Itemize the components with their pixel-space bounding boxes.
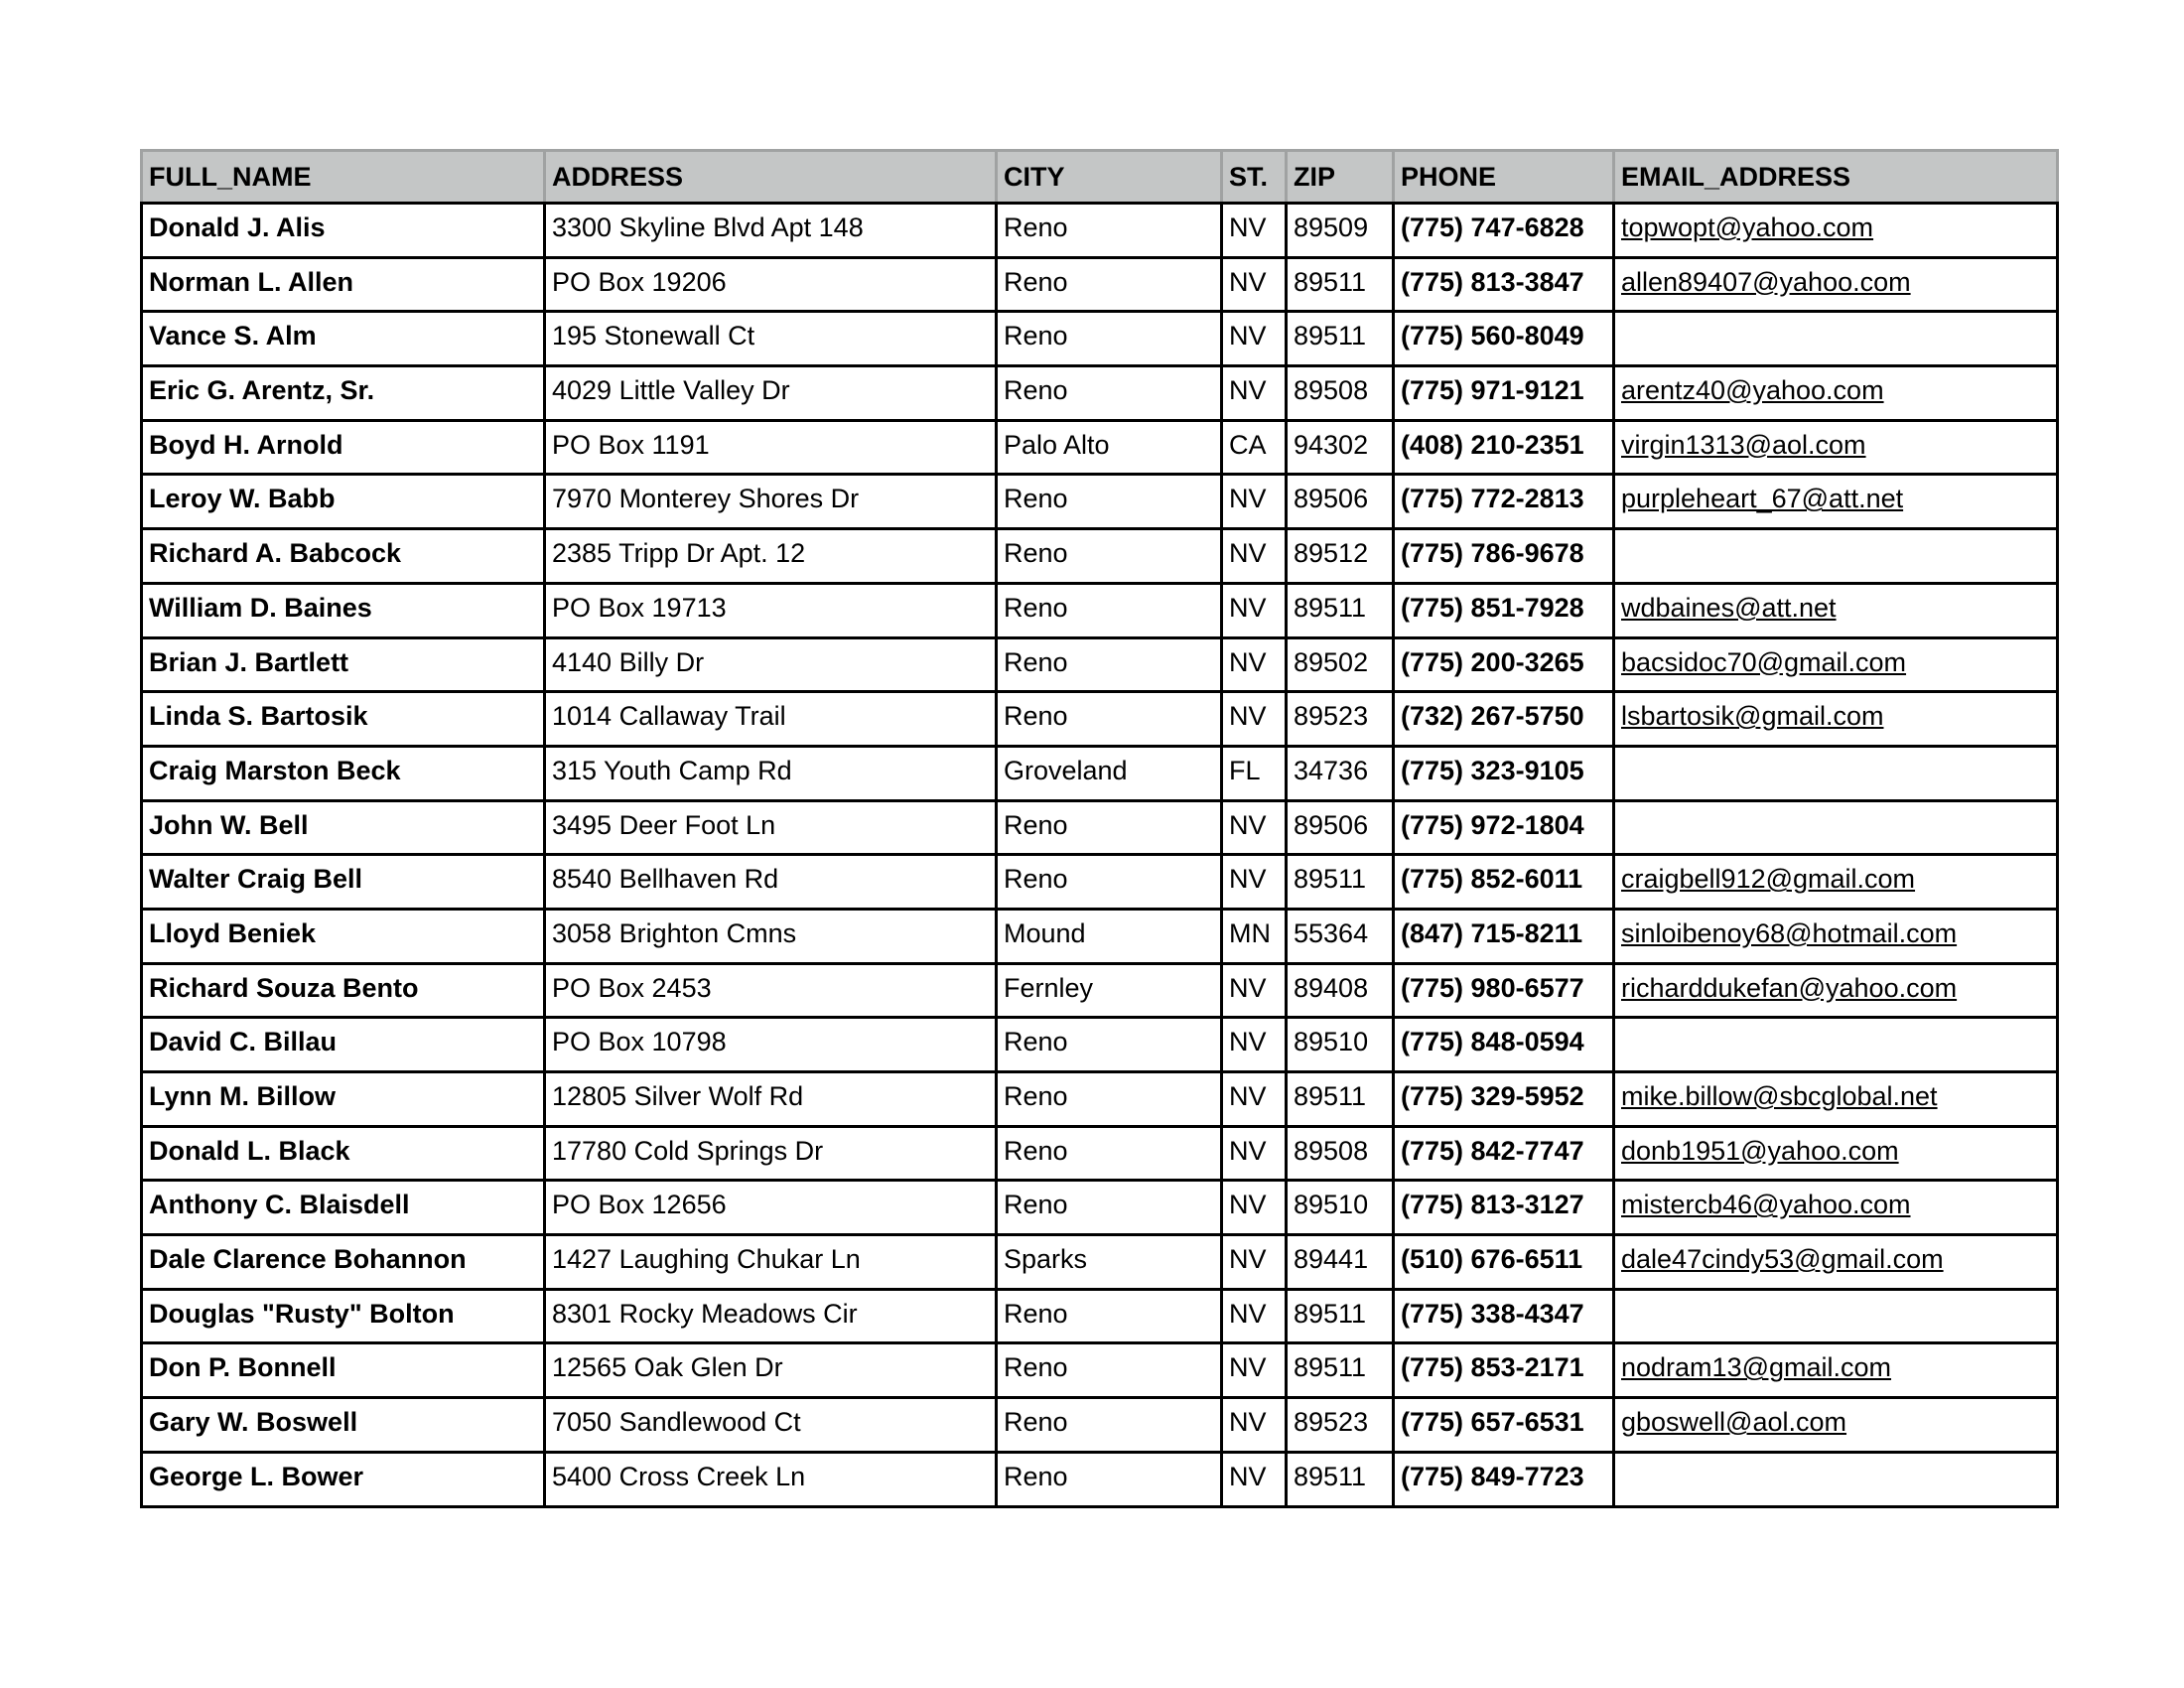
cell-city: Reno xyxy=(997,1452,1222,1506)
cell-address: 12565 Oak Glen Dr xyxy=(545,1343,997,1398)
table-row xyxy=(142,963,2058,1018)
cell-address: 3058 Brighton Cmns xyxy=(545,909,997,963)
cell-email xyxy=(1614,1343,2058,1398)
cell-city: Reno xyxy=(997,800,1222,855)
cell-state: NV xyxy=(1222,1018,1287,1072)
cell-address: 195 Stonewall Ct xyxy=(545,312,997,366)
cell-phone: (775) 560-8049 xyxy=(1394,312,1614,366)
cell-city: Palo Alto xyxy=(997,420,1222,475)
cell-zip: 89511 xyxy=(1287,257,1394,312)
email-link[interactable]: mistercb46@yahoo.com xyxy=(1621,1190,1911,1220)
table-row xyxy=(142,1181,2058,1235)
cell-city: Reno xyxy=(997,1398,1222,1453)
table-row xyxy=(142,312,2058,366)
table-row xyxy=(142,529,2058,584)
cell-email xyxy=(1614,692,2058,747)
cell-email xyxy=(1614,800,2058,855)
email-link[interactable]: bacsidoc70@gmail.com xyxy=(1621,646,1907,677)
cell-state: NV xyxy=(1222,1452,1287,1506)
cell-phone: (775) 842-7747 xyxy=(1394,1126,1614,1181)
cell-email xyxy=(1614,312,2058,366)
cell-zip: 89508 xyxy=(1287,366,1394,421)
cell-address: 5400 Cross Creek Ln xyxy=(545,1452,997,1506)
cell-address: 17780 Cold Springs Dr xyxy=(545,1126,997,1181)
cell-state: NV xyxy=(1222,257,1287,312)
cell-state: NV xyxy=(1222,1343,1287,1398)
cell-email xyxy=(1614,1072,2058,1127)
header-full-name: FULL_NAME xyxy=(142,151,545,204)
cell-email xyxy=(1614,1181,2058,1235)
cell-state: NV xyxy=(1222,1235,1287,1290)
cell-full-name: Gary W. Boswell xyxy=(142,1398,545,1453)
cell-city: Reno xyxy=(997,1072,1222,1127)
cell-address: 315 Youth Camp Rd xyxy=(545,746,997,800)
cell-email xyxy=(1614,475,2058,529)
cell-email xyxy=(1614,204,2058,258)
cell-phone: (775) 338-4347 xyxy=(1394,1289,1614,1343)
cell-full-name: Lynn M. Billow xyxy=(142,1072,545,1127)
cell-city: Reno xyxy=(997,855,1222,910)
cell-zip: 89523 xyxy=(1287,692,1394,747)
email-link[interactable]: craigbell912@gmail.com xyxy=(1621,864,1916,895)
cell-full-name: Donald J. Alis xyxy=(142,204,545,258)
table-row xyxy=(142,366,2058,421)
cell-full-name: Vance S. Alm xyxy=(142,312,545,366)
cell-email xyxy=(1614,1018,2058,1072)
cell-email xyxy=(1614,746,2058,800)
cell-state: NV xyxy=(1222,1398,1287,1453)
table-row xyxy=(142,909,2058,963)
cell-zip: 89506 xyxy=(1287,475,1394,529)
email-link[interactable]: wdbaines@att.net xyxy=(1621,592,1837,623)
table-row xyxy=(142,583,2058,637)
email-link[interactable]: topwopt@yahoo.com xyxy=(1621,212,1874,242)
cell-phone: (775) 813-3847 xyxy=(1394,257,1614,312)
cell-phone: (775) 853-2171 xyxy=(1394,1343,1614,1398)
cell-full-name: Linda S. Bartosik xyxy=(142,692,545,747)
cell-full-name: Boyd H. Arnold xyxy=(142,420,545,475)
cell-state: MN xyxy=(1222,909,1287,963)
table-row xyxy=(142,800,2058,855)
cell-full-name: Lloyd Beniek xyxy=(142,909,545,963)
table-row xyxy=(142,1072,2058,1127)
cell-state: NV xyxy=(1222,312,1287,366)
cell-address: PO Box 10798 xyxy=(545,1018,997,1072)
table-row xyxy=(142,637,2058,692)
cell-address: PO Box 2453 xyxy=(545,963,997,1018)
cell-city: Reno xyxy=(997,692,1222,747)
cell-address: 4029 Little Valley Dr xyxy=(545,366,997,421)
email-link[interactable]: dale47cindy53@gmail.com xyxy=(1621,1244,1944,1275)
cell-state: CA xyxy=(1222,420,1287,475)
cell-phone: (775) 972-1804 xyxy=(1394,800,1614,855)
cell-state: NV xyxy=(1222,637,1287,692)
cell-full-name: John W. Bell xyxy=(142,800,545,855)
cell-email xyxy=(1614,1398,2058,1453)
cell-full-name: Richard Souza Bento xyxy=(142,963,545,1018)
cell-email xyxy=(1614,1126,2058,1181)
cell-city: Reno xyxy=(997,204,1222,258)
cell-state: NV xyxy=(1222,583,1287,637)
cell-city: Reno xyxy=(997,312,1222,366)
cell-email xyxy=(1614,420,2058,475)
email-link[interactable]: lsbartosik@gmail.com xyxy=(1621,701,1884,732)
email-link[interactable]: virgin1313@aol.com xyxy=(1621,429,1866,460)
cell-address: 7970 Monterey Shores Dr xyxy=(545,475,997,529)
email-link[interactable]: nodram13@gmail.com xyxy=(1621,1352,1892,1383)
cell-email xyxy=(1614,583,2058,637)
cell-zip: 94302 xyxy=(1287,420,1394,475)
table-row xyxy=(142,855,2058,910)
cell-full-name: Dale Clarence Bohannon xyxy=(142,1235,545,1290)
cell-city: Reno xyxy=(997,637,1222,692)
cell-city: Reno xyxy=(997,257,1222,312)
table-row xyxy=(142,746,2058,800)
cell-zip: 89511 xyxy=(1287,312,1394,366)
table-row xyxy=(142,257,2058,312)
table-row xyxy=(142,1126,2058,1181)
cell-zip: 89511 xyxy=(1287,855,1394,910)
cell-full-name: Leroy W. Babb xyxy=(142,475,545,529)
cell-phone: (775) 852-6011 xyxy=(1394,855,1614,910)
cell-state: NV xyxy=(1222,855,1287,910)
cell-full-name: Eric G. Arentz, Sr. xyxy=(142,366,545,421)
table-header-row xyxy=(142,151,2058,204)
table-body xyxy=(142,204,2058,1507)
cell-full-name: Donald L. Black xyxy=(142,1126,545,1181)
cell-zip: 89441 xyxy=(1287,1235,1394,1290)
cell-city: Reno xyxy=(997,366,1222,421)
cell-zip: 89511 xyxy=(1287,583,1394,637)
cell-address: 4140 Billy Dr xyxy=(545,637,997,692)
cell-city: Mound xyxy=(997,909,1222,963)
cell-zip: 89408 xyxy=(1287,963,1394,1018)
cell-phone: (732) 267-5750 xyxy=(1394,692,1614,747)
cell-address: PO Box 19713 xyxy=(545,583,997,637)
cell-city: Reno xyxy=(997,1126,1222,1181)
cell-zip: 34736 xyxy=(1287,746,1394,800)
cell-city: Reno xyxy=(997,1289,1222,1343)
cell-city: Sparks xyxy=(997,1235,1222,1290)
cell-zip: 89511 xyxy=(1287,1343,1394,1398)
cell-address: 1427 Laughing Chukar Ln xyxy=(545,1235,997,1290)
header-address: ADDRESS xyxy=(545,151,997,204)
table-row xyxy=(142,1289,2058,1343)
cell-zip: 89511 xyxy=(1287,1072,1394,1127)
cell-city: Reno xyxy=(997,475,1222,529)
cell-state: NV xyxy=(1222,204,1287,258)
header-city: CITY xyxy=(997,151,1222,204)
cell-phone: (408) 210-2351 xyxy=(1394,420,1614,475)
cell-address: 3495 Deer Foot Ln xyxy=(545,800,997,855)
table-row xyxy=(142,1452,2058,1506)
cell-state: NV xyxy=(1222,963,1287,1018)
header-email: EMAIL_ADDRESS xyxy=(1614,151,2058,204)
cell-full-name: Brian J. Bartlett xyxy=(142,637,545,692)
cell-full-name: Don P. Bonnell xyxy=(142,1343,545,1398)
cell-state: NV xyxy=(1222,1072,1287,1127)
table-row xyxy=(142,1398,2058,1453)
header-phone: PHONE xyxy=(1394,151,1614,204)
cell-phone: (775) 323-9105 xyxy=(1394,746,1614,800)
email-link[interactable]: purpleheart_67@att.net xyxy=(1621,484,1904,514)
cell-email xyxy=(1614,366,2058,421)
cell-full-name: Anthony C. Blaisdell xyxy=(142,1181,545,1235)
table-row xyxy=(142,475,2058,529)
cell-full-name: Douglas "Rusty" Bolton xyxy=(142,1289,545,1343)
cell-state: NV xyxy=(1222,366,1287,421)
email-link[interactable]: mike.billow@sbcglobal.net xyxy=(1621,1081,1938,1111)
table-row xyxy=(142,1343,2058,1398)
cell-state: NV xyxy=(1222,692,1287,747)
cell-zip: 89508 xyxy=(1287,1126,1394,1181)
cell-phone: (775) 329-5952 xyxy=(1394,1072,1614,1127)
cell-phone: (847) 715-8211 xyxy=(1394,909,1614,963)
cell-city: Groveland xyxy=(997,746,1222,800)
cell-email xyxy=(1614,1235,2058,1290)
cell-city: Fernley xyxy=(997,963,1222,1018)
cell-phone: (775) 848-0594 xyxy=(1394,1018,1614,1072)
cell-city: Reno xyxy=(997,583,1222,637)
cell-email xyxy=(1614,1452,2058,1506)
cell-address: PO Box 19206 xyxy=(545,257,997,312)
table-row xyxy=(142,692,2058,747)
cell-full-name: David C. Billau xyxy=(142,1018,545,1072)
cell-email xyxy=(1614,855,2058,910)
cell-phone: (775) 971-9121 xyxy=(1394,366,1614,421)
cell-email xyxy=(1614,1289,2058,1343)
email-link[interactable]: arentz40@yahoo.com xyxy=(1621,375,1884,406)
cell-email xyxy=(1614,257,2058,312)
table-row xyxy=(142,204,2058,258)
cell-address: PO Box 12656 xyxy=(545,1181,997,1235)
cell-zip: 89510 xyxy=(1287,1181,1394,1235)
cell-phone: (510) 676-6511 xyxy=(1394,1235,1614,1290)
cell-full-name: George L. Bower xyxy=(142,1452,545,1506)
member-directory-table xyxy=(140,149,2059,1508)
cell-zip: 55364 xyxy=(1287,909,1394,963)
cell-email xyxy=(1614,529,2058,584)
cell-address: 8540 Bellhaven Rd xyxy=(545,855,997,910)
cell-phone: (775) 657-6531 xyxy=(1394,1398,1614,1453)
cell-zip: 89523 xyxy=(1287,1398,1394,1453)
cell-state: NV xyxy=(1222,1289,1287,1343)
cell-zip: 89506 xyxy=(1287,800,1394,855)
email-link[interactable]: sinloibenoy68@hotmail.com xyxy=(1621,917,1958,948)
cell-phone: (775) 747-6828 xyxy=(1394,204,1614,258)
email-link[interactable]: allen89407@yahoo.com xyxy=(1621,266,1911,297)
cell-phone: (775) 200-3265 xyxy=(1394,637,1614,692)
cell-address: 7050 Sandlewood Ct xyxy=(545,1398,997,1453)
cell-state: NV xyxy=(1222,800,1287,855)
cell-phone: (775) 849-7723 xyxy=(1394,1452,1614,1506)
cell-email xyxy=(1614,909,2058,963)
cell-state: FL xyxy=(1222,746,1287,800)
cell-full-name: William D. Baines xyxy=(142,583,545,637)
cell-phone: (775) 772-2813 xyxy=(1394,475,1614,529)
cell-phone: (775) 851-7928 xyxy=(1394,583,1614,637)
cell-address: 1014 Callaway Trail xyxy=(545,692,997,747)
cell-city: Reno xyxy=(997,1018,1222,1072)
cell-address: 3300 Skyline Blvd Apt 148 xyxy=(545,204,997,258)
cell-zip: 89510 xyxy=(1287,1018,1394,1072)
email-link[interactable]: richarddukefan@yahoo.com xyxy=(1621,972,1958,1003)
email-link[interactable]: donb1951@yahoo.com xyxy=(1621,1135,1899,1166)
cell-email xyxy=(1614,963,2058,1018)
email-link[interactable]: gboswell@aol.com xyxy=(1621,1407,1847,1438)
cell-state: NV xyxy=(1222,475,1287,529)
cell-zip: 89509 xyxy=(1287,204,1394,258)
cell-phone: (775) 786-9678 xyxy=(1394,529,1614,584)
header-state: ST. xyxy=(1222,151,1287,204)
table-row xyxy=(142,1235,2058,1290)
cell-state: NV xyxy=(1222,1181,1287,1235)
cell-state: NV xyxy=(1222,1126,1287,1181)
cell-city: Reno xyxy=(997,1181,1222,1235)
cell-address: PO Box 1191 xyxy=(545,420,997,475)
cell-email xyxy=(1614,637,2058,692)
cell-full-name: Walter Craig Bell xyxy=(142,855,545,910)
cell-phone: (775) 813-3127 xyxy=(1394,1181,1614,1235)
cell-city: Reno xyxy=(997,1343,1222,1398)
cell-full-name: Norman L. Allen xyxy=(142,257,545,312)
table-row xyxy=(142,1018,2058,1072)
cell-state: NV xyxy=(1222,529,1287,584)
cell-address: 12805 Silver Wolf Rd xyxy=(545,1072,997,1127)
cell-city: Reno xyxy=(997,529,1222,584)
cell-full-name: Craig Marston Beck xyxy=(142,746,545,800)
cell-zip: 89512 xyxy=(1287,529,1394,584)
cell-zip: 89511 xyxy=(1287,1452,1394,1506)
cell-full-name: Richard A. Babcock xyxy=(142,529,545,584)
cell-zip: 89502 xyxy=(1287,637,1394,692)
table-row xyxy=(142,420,2058,475)
cell-address: 8301 Rocky Meadows Cir xyxy=(545,1289,997,1343)
header-zip: ZIP xyxy=(1287,151,1394,204)
cell-phone: (775) 980-6577 xyxy=(1394,963,1614,1018)
cell-address: 2385 Tripp Dr Apt. 12 xyxy=(545,529,997,584)
cell-zip: 89511 xyxy=(1287,1289,1394,1343)
